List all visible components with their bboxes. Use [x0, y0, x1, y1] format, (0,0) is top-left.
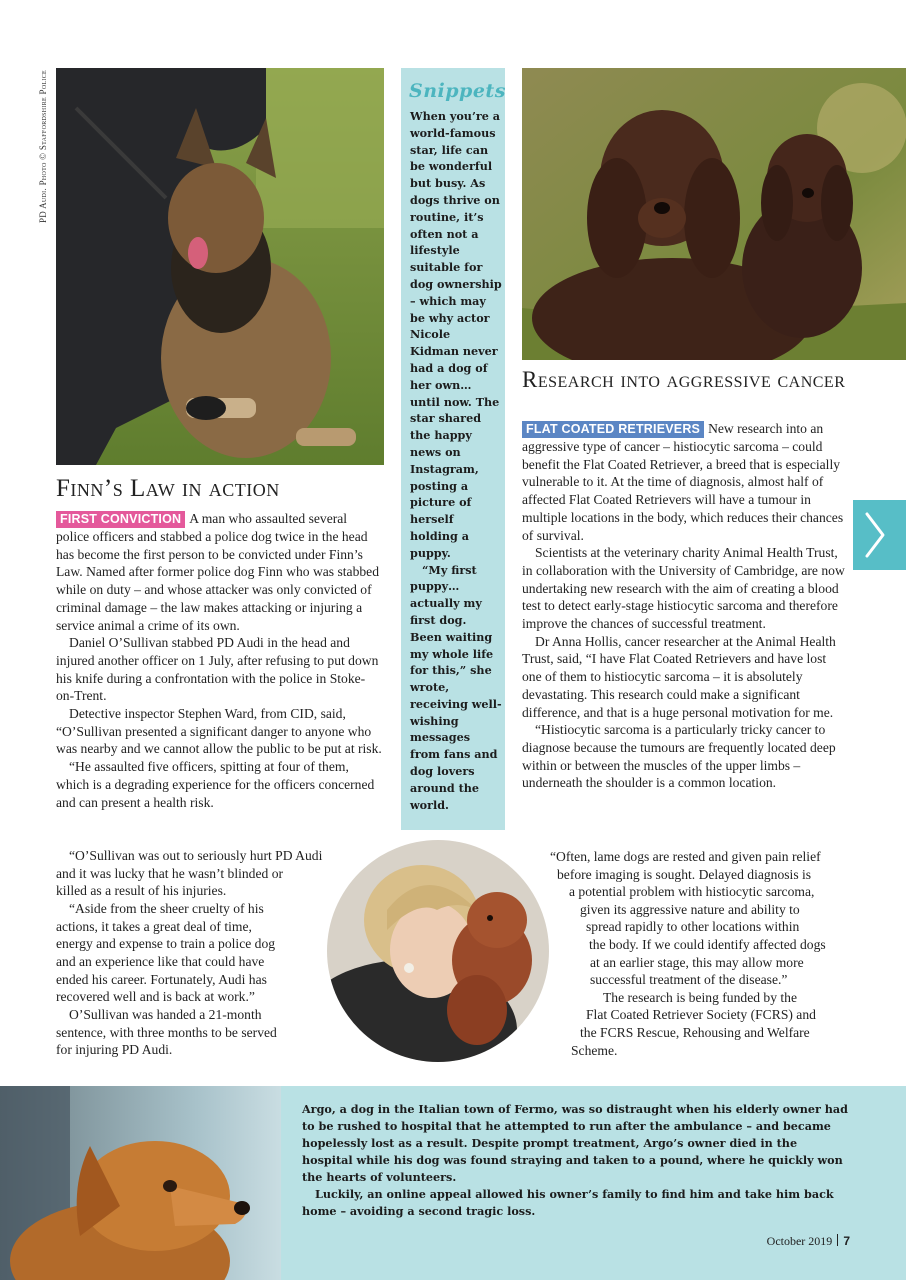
research-title: Research into aggressive cancer — [522, 367, 846, 392]
finns-law-line: sentence, with three months to be served — [56, 1025, 277, 1040]
research-paragraph: “Histiocytic sarcoma is a particularly tricky cancer to diagnose because the tumours are frequently located deep within or between the muscles of the upper limbs – underneath the shoulder is a common location. — [522, 722, 836, 791]
finns-law-line: actions, it takes a great deal of time, — [56, 919, 252, 934]
first-conviction-tag: FIRST CONVICTION — [56, 511, 185, 528]
research-line: given its aggressive nature and ability to — [580, 902, 800, 917]
flat-coated-retrievers-tag: FLAT COATED RETRIEVERS — [522, 421, 704, 438]
finns-law-line: and it was lucky that he wasn’t blinded or — [56, 866, 284, 881]
research-line: Scheme. — [571, 1043, 618, 1058]
police-dog-photo — [56, 68, 384, 465]
argo-story-paragraph: Luckily, an online appeal allowed his owner’s family to find him and take him back home – avoiding a second tragic loss. — [302, 1187, 834, 1218]
finns-law-paragraph: Detective inspector Stephen Ward, from CID, said, “O’Sullivan presented a significant danger to anyone who was nearby and we cannot allow the public to be put at risk. — [56, 706, 382, 757]
snippets-intro: When you’re a world-famous star, life can be wonderful but busy. As dogs thrive on routine, it’s often not a lifestyle suitable for dog ownership – which may be why actor Nicole Kidman never had a dog of her own… until now. The star shared the happy news on Instagram, posting a picture of herself holding a puppy. — [410, 109, 502, 560]
snippets-title: Snippets — [409, 80, 506, 102]
finns-law-line: ended his career. Fortunately, Audi has — [56, 972, 267, 987]
finns-law-paragraph: Daniel O’Sullivan stabbed PD Audi in the head and injured another officer on 1 July, after refusing to put down his knife during a confrontation with the police in Stoke-on-Trent. — [56, 635, 379, 704]
finns-law-line: for injuring PD Audi. — [56, 1042, 173, 1057]
snippets-box — [401, 68, 505, 830]
research-body — [522, 420, 848, 792]
finns-law-lead-paragraph — [56, 510, 383, 634]
research-line: spread rapidly to other locations within — [586, 919, 800, 934]
next-page-tab[interactable] — [853, 500, 906, 570]
argo-story — [302, 1101, 850, 1220]
footer-divider — [837, 1234, 838, 1246]
research-line: successful treatment of the disease.” — [590, 972, 788, 987]
finns-law-line: recovered well and is back at work.” — [56, 989, 255, 1004]
finns-law-line: O’Sullivan was handed a 21-month — [69, 1007, 262, 1022]
snippets-text — [410, 108, 502, 813]
celebrity-puppy-photo — [327, 840, 549, 1062]
research-line: before imaging is sought. Delayed diagnosis is — [557, 867, 812, 882]
finns-law-body — [56, 510, 383, 811]
research-paragraph: Scientists at the veterinary charity Animal Health Trust, in collaboration with the University of Cambridge, are now undertaking new research with the aim of creating a blood test to detect early-stage histiocytic sarcoma and therefore improve the chances of successful treatment. — [522, 545, 845, 632]
research-line: a potential problem with histiocytic sarcoma, — [569, 884, 815, 899]
finns-law-line: killed as a result of his injuries. — [56, 883, 227, 898]
finns-law-line: and an experience like that could have — [56, 954, 265, 969]
retrievers-photo — [522, 68, 906, 360]
research-line: The research is being funded by the — [603, 990, 798, 1005]
finns-law-lead: A man who assaulted several police officers and stabbed a police dog twice in the head has become the first person to be convicted under Finn’s Law. Named after former police dog Finn who was stabbed while on duty – and whose attacker was only convicted of criminal damage – the law makes attacking or injuring a service animal a crime of its own. — [56, 511, 380, 633]
research-line: “Often, lame dogs are rested and given pain relief — [550, 849, 821, 864]
finns-law-paragraph: “He assaulted five officers, spitting at four of them, which is a degrading experience for the officers concerned and can present a health risk. — [56, 759, 375, 810]
page-footer — [730, 1234, 850, 1249]
argo-story-paragraph: Argo, a dog in the Italian town of Fermo, was so distraught when his elderly owner had to be rushed to hospital that he attempted to run after the ambulance – and became hopelessly lost as a result. Despite prompt treatment, Argo’s owner died in the hospital while his dog was found straying and taken to a pound, where he quickly won the hearts of volunteers. — [302, 1102, 848, 1184]
finns-law-title: Finn’s Law in action — [56, 475, 280, 502]
finns-law-line: “Aside from the sheer cruelty of his — [69, 901, 264, 916]
research-line: the body. If we could identify affected dogs — [589, 937, 826, 952]
photo-credit-text: PD Audi. Photo © Staffordshire Police — [38, 70, 48, 224]
photo-credit — [38, 70, 52, 260]
finns-law-line: “O’Sullivan was out to seriously hurt PD Audi — [69, 848, 323, 863]
research-paragraph: Dr Anna Hollis, cancer researcher at the Animal Health Trust, said, “I have Flat Coated Retrievers and have lost one of them to histiocytic sarcoma – it is absolutely devastating. This research could make a significant difference, and that is a huge personal motivation for me. — [522, 633, 836, 720]
issue-date: October 2019 — [766, 1234, 833, 1248]
research-line: the FCRS Rescue, Rehousing and Welfare — [580, 1025, 810, 1040]
research-lead-paragraph — [522, 420, 848, 544]
research-lead: New research into an aggressive type of cancer – histiocytic sarcoma – could benefit the Flat Coated Retriever, a breed that is especially vulnerable to it. At the time of diagnosis, almost half of affected Flat Coated Retrievers will have a tumour in multiple locations in the body, which reduces their chances of survival. — [522, 421, 844, 543]
page-number: 7 — [843, 1234, 850, 1248]
research-line: at an earlier stage, this may allow more — [590, 955, 804, 970]
research-line: Flat Coated Retriever Society (FCRS) and — [586, 1007, 816, 1022]
argo-dog-photo — [0, 1086, 281, 1280]
finns-law-line: energy and expense to train a police dog — [56, 936, 276, 951]
snippets-quote: “My first puppy… actually my first dog. Been waiting my whole life for this,” she wrote, receiving well-wishing messages from fans and dog lovers around the world. — [410, 562, 502, 812]
chevron-right-icon — [853, 500, 906, 570]
